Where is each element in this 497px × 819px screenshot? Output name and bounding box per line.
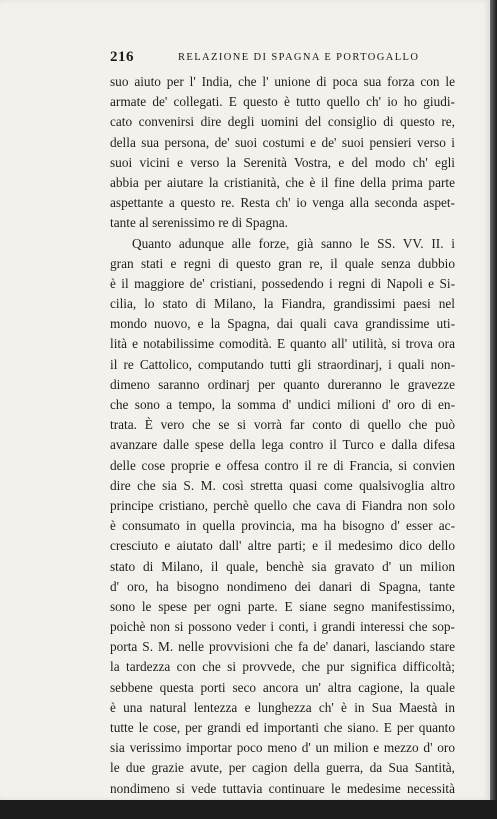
- text-line: che sono a tempo, la somma d' undici milioni d' oro di en-: [110, 397, 455, 412]
- text-line: delle cose proprie e offesa contro il re di Francia, si convien: [110, 457, 455, 473]
- text-line: è consumato in quella provincia, ma ha bisogno d' esser ac-: [110, 518, 455, 534]
- text-line: nondimeno si vede tuttavia continuare le medesime necessità: [110, 780, 455, 796]
- text-line: dire che sia S. M. così stretta quasi come qualsivoglia altro: [110, 477, 455, 493]
- page-number: 216: [110, 49, 134, 65]
- text-line: stato di Milano, il quale, benchè sia gravato d' un milion: [110, 558, 455, 574]
- text-line: avanzare dalle spese della lega contro il Turco e dalla difesa: [110, 437, 455, 453]
- text-line: armate de' collegati. E questo è tutto quello ch' io ho giudi-: [110, 94, 455, 110]
- text-line: mondo nuovo, e la Spagna, dai quali cava grandissime uti-: [110, 316, 455, 332]
- text-line: tante al serenissimo re di Spagna.: [110, 215, 288, 231]
- text-line: lità e notabilissime comodità. E quanto all' utilità, si trova ora: [110, 336, 455, 352]
- text-line: cato convenirsi dire degli uomini del consiglio di questo re,: [110, 114, 455, 130]
- text-line: Quanto adunque alle forze, già sanno le SS. VV. II. i: [132, 235, 455, 251]
- text-line: è una natural lentezza e lunghezza ch' è in Sua Maestà in: [110, 699, 455, 715]
- page-edge-shadow: [490, 0, 497, 800]
- running-title: RELAZIONE DI SPAGNA E PORTOGALLO: [178, 52, 420, 63]
- text-line: dimeno saranno ordinarj per quanto dureranno le gravezze: [110, 376, 455, 392]
- text-line: cilia, lo stato di Milano, la Fiandra, grandissimi paesi nel: [110, 296, 455, 312]
- text-line: cresciuto e aiutato dall' altre parti; e il medesimo dico dello: [110, 538, 455, 554]
- body-text: [110, 72, 455, 819]
- text-line: d' oro, ha bisogno nondimeno dei danari di Spagna, tante: [110, 578, 455, 594]
- text-line: poichè non si possono veder i conti, i grandi interessi che sop-: [110, 619, 455, 635]
- text-line: sia verissimo importar poco meno d' un milion e mezzo d' oro: [110, 740, 455, 756]
- text-line: abbia per aiutare la cristianità, che è il fine della prima parte: [110, 174, 455, 190]
- text-line: è il maggiore de' cristiani, possedendo i regni di Napoli e Si-: [110, 275, 455, 291]
- running-head: [110, 49, 455, 69]
- text-line: e l' istesse incomodità, che sono di tanti interessi che patisce: [110, 800, 455, 816]
- text-line: della sua persona, de' suoi costumi e de' suoi pensieri verso i: [110, 134, 455, 150]
- paragraph-1: [110, 72, 455, 234]
- text-line: suo aiuto per l' India, che l' unione di poca sua forza con le: [110, 74, 455, 89]
- text-line: aspettante a questo re. Resta ch' io venga alla seconda aspet-: [110, 195, 455, 211]
- text-line: porta S. M. nelle provvisioni che fa de' danari, lasciando stare: [110, 639, 455, 655]
- text-line: principe cristiano, perchè quello che cava di Fiandra non solo: [110, 497, 455, 513]
- text-line: sono le spese per ogni parte. E siane segno manifestissimo,: [110, 598, 455, 614]
- text-line: la tardezza con che si provvede, che pur significa difficoltà;: [110, 659, 455, 675]
- text-line: il re Cattolico, computando tutti gli straordinarj, i quali non-: [110, 356, 455, 372]
- paragraph-2: [110, 234, 455, 819]
- text-line: trata. È vero che se si vorrà far conto di quello che può: [110, 417, 455, 433]
- text-line: tutte le cose, per grandi ed importanti che siano. E per quanto: [110, 720, 455, 735]
- text-line: gran stati e regni di questo gran re, il quale senza dubbio: [110, 255, 455, 271]
- text-line: suoi vicini e verso la Serenità Vostra, e del modo ch' egli: [110, 154, 455, 170]
- text-line: sebbene questa porti seco ancora un' altra cagione, la quale: [110, 679, 455, 695]
- text-line: le due grazie avute, per cagion della guerra, da Sua Santità,: [110, 760, 455, 776]
